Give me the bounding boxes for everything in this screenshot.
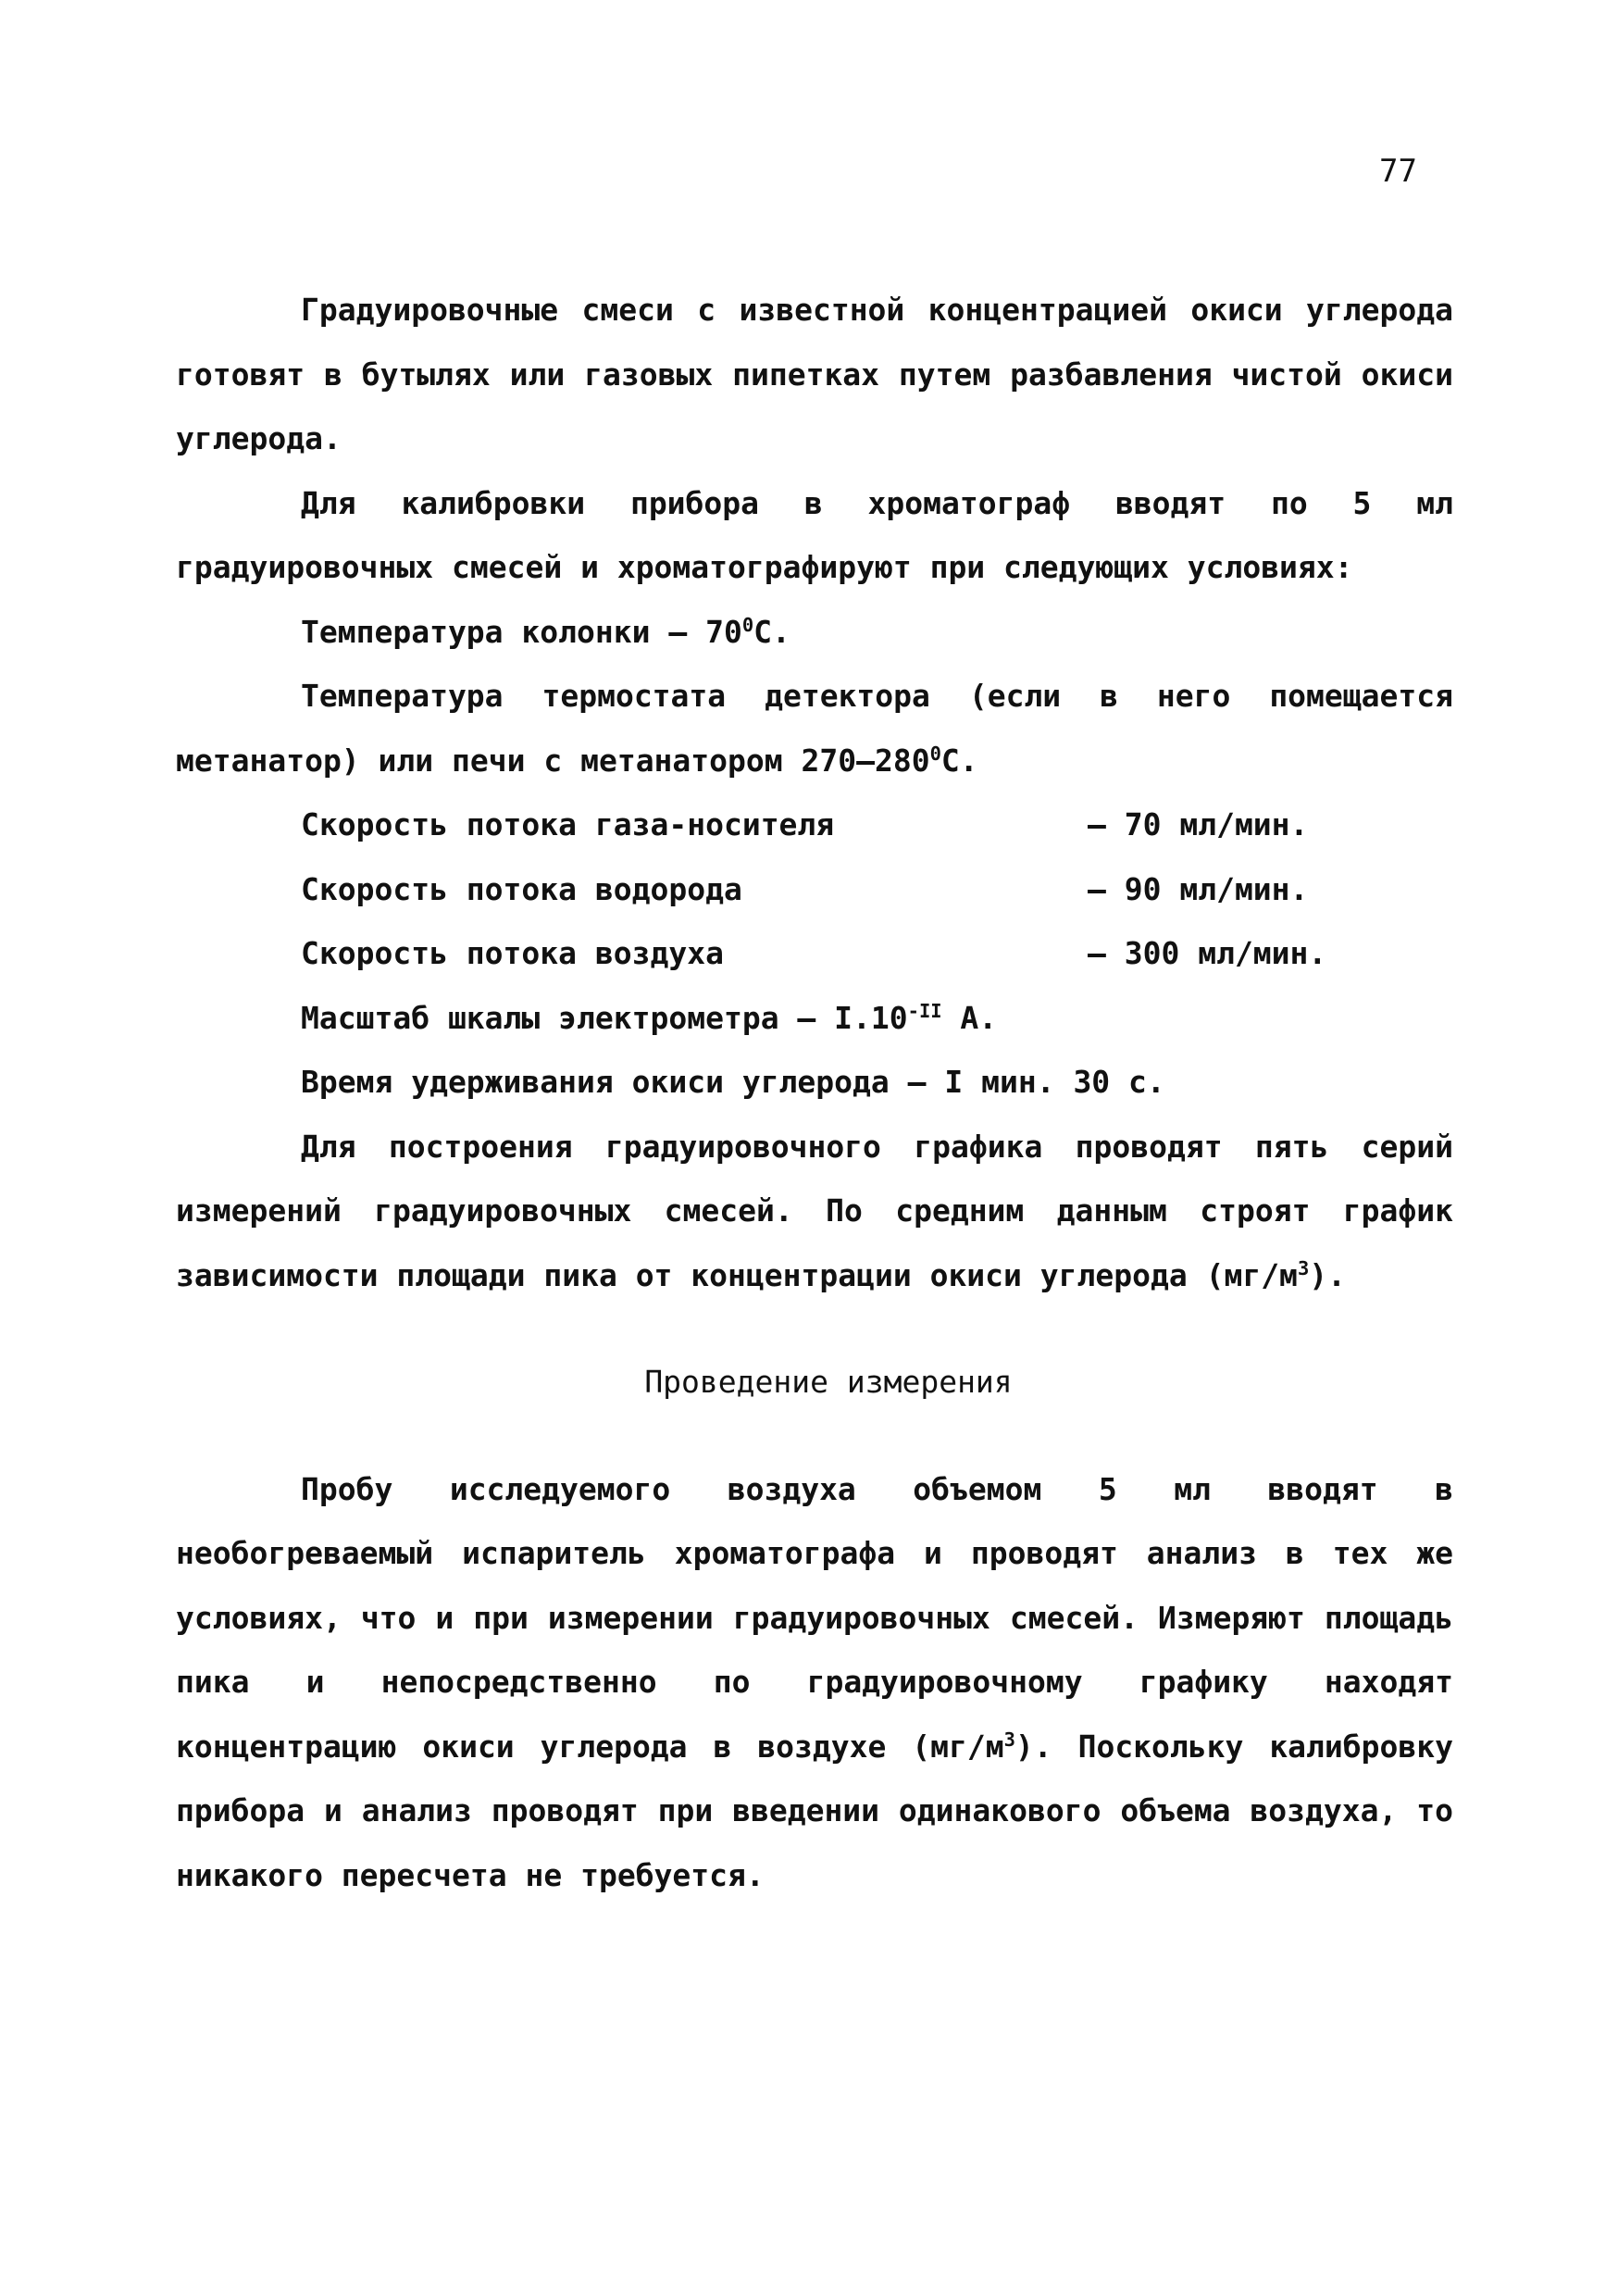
flow-rate-air — [176, 921, 1453, 986]
flow-rate-label: Скорость потока газа-носителя — [301, 806, 835, 842]
page-number: 77 — [1379, 153, 1417, 190]
retention-time: Время удерживания окиси углерода – I мин. 30 с. — [301, 1064, 1165, 1100]
flow-rate-label: Скорость потока воздуха — [301, 935, 724, 971]
flow-rate-value: – 300 мл/мин. — [1088, 935, 1327, 971]
detector-temperature: Температура термостата детектора (если в него помещается метанатор) или печи с метанатором $270-280^0С$. — [176, 678, 1453, 779]
paragraph-calibration-conditions: Для калибровки прибора в хроматограф вводят по 5 мл градуировочных смесей и хроматографируют при следующих условиях: — [176, 484, 1453, 585]
flow-rate-hydrogen — [176, 857, 1453, 922]
flow-rate-value: – 90 мл/мин. — [1088, 870, 1309, 907]
paragraph-measurement: Пробу исследуемого воздуха объемом 5 мл вводят в необогреваемый испаритель хроматографа и проводят анализ в тех же условиях, что и при измерении градуировочных смесей. Измеряют площадь пика и непосредственно по градуировочному графику находят концентрацию окиси углерода в воздухе $(мг/м^3)$. Поскольку калибровку прибора и анализ проводят при введении одинакового объема воздуха, то никакого пересчета не требуется. — [176, 1470, 1453, 1893]
paragraph-calibration-mixtures: Градуировочные смеси с известной концентрацией окиси углерода готовят в бутылях или газовых пипетках путем разбавления чистой окиси углерода. — [176, 292, 1453, 456]
column-temperature: Температура колонки – $70^0С$. — [301, 613, 790, 650]
flow-rate-carrier-gas — [176, 792, 1453, 857]
flow-rate-label: Скорость потока водорода — [301, 870, 742, 907]
section-heading: Проведение измерения — [644, 1364, 1013, 1400]
paragraph-calibration-graph: Для построения градуировочного графика проводят пять серий измерений градуировочных смесей. По средним данным строят график зависимости площади пика от концентрации окиси углерода $(мг/м^3)$. — [176, 1128, 1453, 1293]
electrometer-scale: Масштаб шкалы электрометра – $I.10^{-II}$ А. — [301, 999, 998, 1036]
flow-rate-value: – 70 мл/мин. — [1088, 806, 1309, 842]
body-text — [176, 278, 1453, 1907]
